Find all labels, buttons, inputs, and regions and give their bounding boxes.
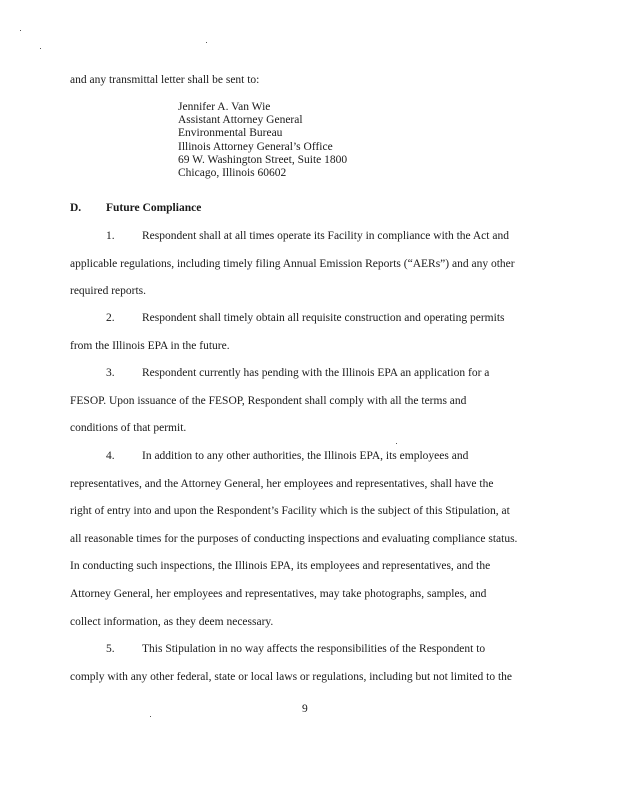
paragraph-line: comply with any other federal, state or local laws or regulations, including but not limited to the xyxy=(70,670,513,683)
paragraph-line: conditions of that permit. xyxy=(70,422,187,435)
scan-speck xyxy=(206,42,207,43)
paragraph-line: Respondent shall timely obtain all requisite construction and operating permits xyxy=(142,312,505,324)
paragraph-line: Respondent currently has pending with the Illinois EPA an application for a xyxy=(142,367,490,379)
paragraph-line: Respondent shall at all times operate its Facility in compliance with the Act and xyxy=(142,230,509,242)
paragraph-line: FESOP. Upon issuance of the FESOP, Respondent shall comply with all the terms and xyxy=(70,394,467,407)
scan-speck xyxy=(150,716,151,717)
section-title: Future Compliance xyxy=(106,202,202,214)
paragraph-line: representatives, and the Attorney General, her employees and representatives, shall have the xyxy=(70,477,494,490)
section-letter: D. xyxy=(70,202,82,214)
address-line: 69 W. Washington Street, Suite 1800 xyxy=(178,153,348,166)
paragraph-number: 1. xyxy=(106,230,115,242)
paragraph-line: In addition to any other authorities, the Illinois EPA, its employees and xyxy=(142,450,469,462)
paragraph-line: all reasonable times for the purposes of conducting inspections and evaluating compliance status. xyxy=(70,532,518,545)
paragraph-line: required reports. xyxy=(70,285,146,298)
paragraph-line: applicable regulations, including timely filing Annual Emission Reports (“AERs”) and any other xyxy=(70,257,515,270)
paragraph-line: from the Illinois EPA in the future. xyxy=(70,339,230,352)
paragraph-2 xyxy=(70,311,540,366)
intro-text: and any transmittal letter shall be sent to: xyxy=(70,74,260,86)
paragraph-line: right of entry into and upon the Respondent’s Facility which is the subject of this Stipulation, at xyxy=(70,505,510,518)
paragraph-number: 5. xyxy=(106,643,115,655)
paragraph-4 xyxy=(70,449,540,642)
paragraph-number: 2. xyxy=(106,312,115,324)
paragraph-line: Attorney General, her employees and representatives, may take photographs, samples, and xyxy=(70,587,487,600)
scan-speck xyxy=(40,48,41,49)
paragraph-line: This Stipulation in no way affects the responsibilities of the Respondent to xyxy=(142,643,486,655)
section-heading xyxy=(70,201,201,215)
recipient-address xyxy=(178,101,347,180)
paragraph-5 xyxy=(70,642,540,697)
scan-speck xyxy=(20,30,21,31)
address-line: Illinois Attorney General’s Office xyxy=(178,140,333,153)
address-line: Assistant Attorney General xyxy=(178,114,303,127)
paragraph-number: 4. xyxy=(106,450,115,462)
paragraph-1 xyxy=(70,229,540,312)
paragraph-line: In conducting such inspections, the Illinois EPA, its employees and representatives, and the xyxy=(70,560,491,573)
paragraph-number: 3. xyxy=(106,367,115,379)
paragraph-line: collect information, as they deem necessary. xyxy=(70,615,274,628)
address-line: Jennifer A. Van Wie xyxy=(178,101,271,113)
page-number: 9 xyxy=(302,703,308,715)
paragraph-3 xyxy=(70,366,540,449)
address-line: Chicago, Illinois 60602 xyxy=(178,166,287,179)
address-line: Environmental Bureau xyxy=(178,127,283,140)
